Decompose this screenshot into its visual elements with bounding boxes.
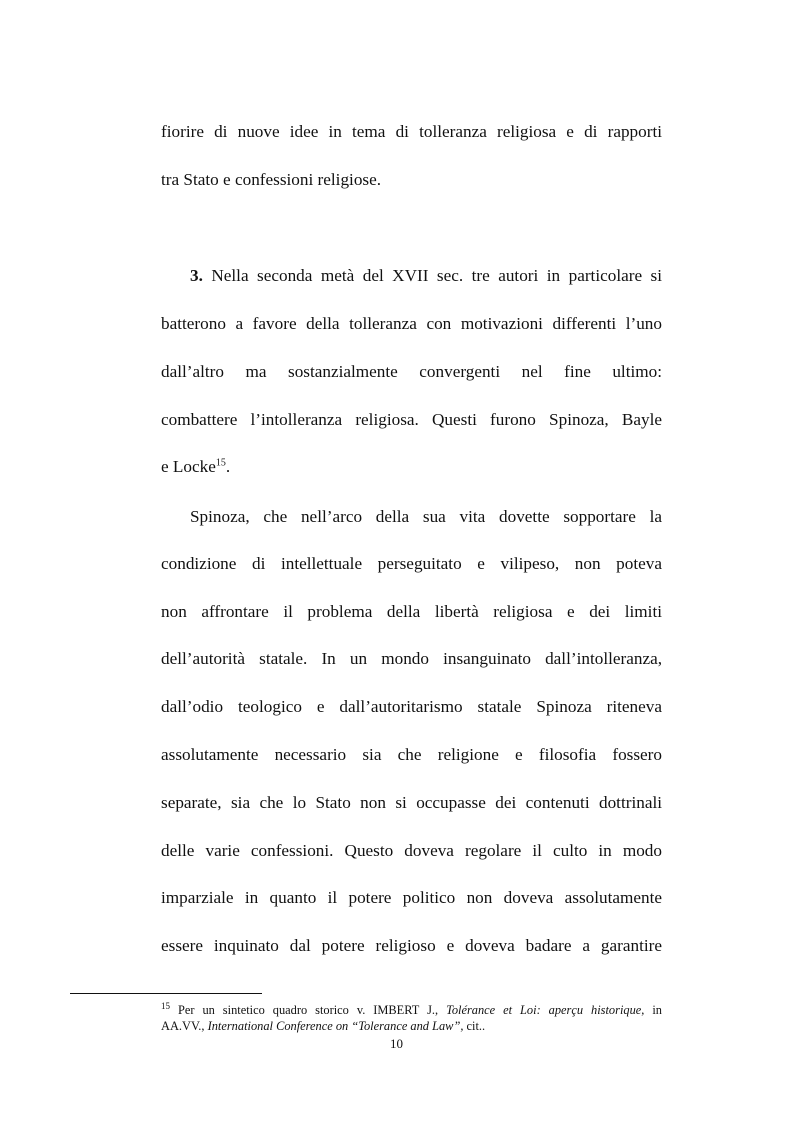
- footnote-text: cit..: [463, 1019, 486, 1033]
- body-line: condizione di intellettuale perseguitato e vilipeso, non poteva: [161, 554, 662, 573]
- footnote-title: International Conference on “Tolerance and Law”,: [207, 1019, 464, 1033]
- body-line: imparziale in quanto il potere politico non doveva assolutamente: [161, 888, 662, 907]
- footnote-text: Per un sintetico quadro storico v. IMBERT J.,: [170, 1003, 447, 1017]
- body-line: combattere l’intolleranza religiosa. Questi furono Spinoza, Bayle: [161, 410, 662, 429]
- body-line: assolutamente necessario sia che religione e filosofia fossero: [161, 745, 662, 764]
- footnote-text: AA.VV.,: [161, 1019, 208, 1033]
- body-line-text: e Locke: [161, 457, 216, 476]
- footnote: [161, 1000, 662, 1018]
- body-line: Spinoza, che nell’arco della sua vita dovette sopportare la: [190, 507, 662, 526]
- body-line: separate, sia che lo Stato non si occupasse dei contenuti dottrinali: [161, 793, 662, 812]
- body-line: tra Stato e confessioni religiose.: [161, 170, 382, 189]
- footnote-reference[interactable]: 15: [215, 457, 226, 469]
- body-line: fiorire di nuove idee in tema di tolleranza religiosa e di rapporti: [161, 122, 662, 141]
- body-line: dall’altro ma sostanzialmente convergenti nel fine ultimo:: [161, 362, 662, 381]
- body-line: delle varie confessioni. Questo doveva regolare il culto in modo: [161, 841, 662, 860]
- body-line-text: .: [225, 457, 231, 476]
- footnote-title: Tolérance et Loi: aperçu historique: [446, 1003, 642, 1017]
- footnote-text: , in: [641, 1003, 662, 1017]
- body-line: non affrontare il problema della libertà religiosa e dei limiti: [161, 602, 662, 621]
- footnote-number: 15: [161, 1000, 170, 1011]
- body-line: essere inquinato dal potere religioso e doveva badare a garantire: [161, 936, 662, 955]
- body-line: dall’odio teologico e dall’autoritarismo statale Spinoza riteneva: [161, 697, 662, 716]
- footnote-continuation: [161, 1019, 485, 1034]
- body-line: [161, 456, 662, 478]
- body-line: dell’autorità statale. In un mondo insanguinato dall’intolleranza,: [161, 649, 662, 668]
- body-line: batterono a favore della tolleranza con motivazioni differenti l’uno: [161, 314, 662, 333]
- section-3-opening-line: [190, 265, 662, 287]
- body-line-text: Nella seconda metà del XVII sec. tre autori in particolare si: [202, 266, 662, 285]
- footnote-separator: [70, 993, 262, 994]
- section-number: 3.: [190, 266, 203, 285]
- page-number: 10: [390, 1036, 403, 1051]
